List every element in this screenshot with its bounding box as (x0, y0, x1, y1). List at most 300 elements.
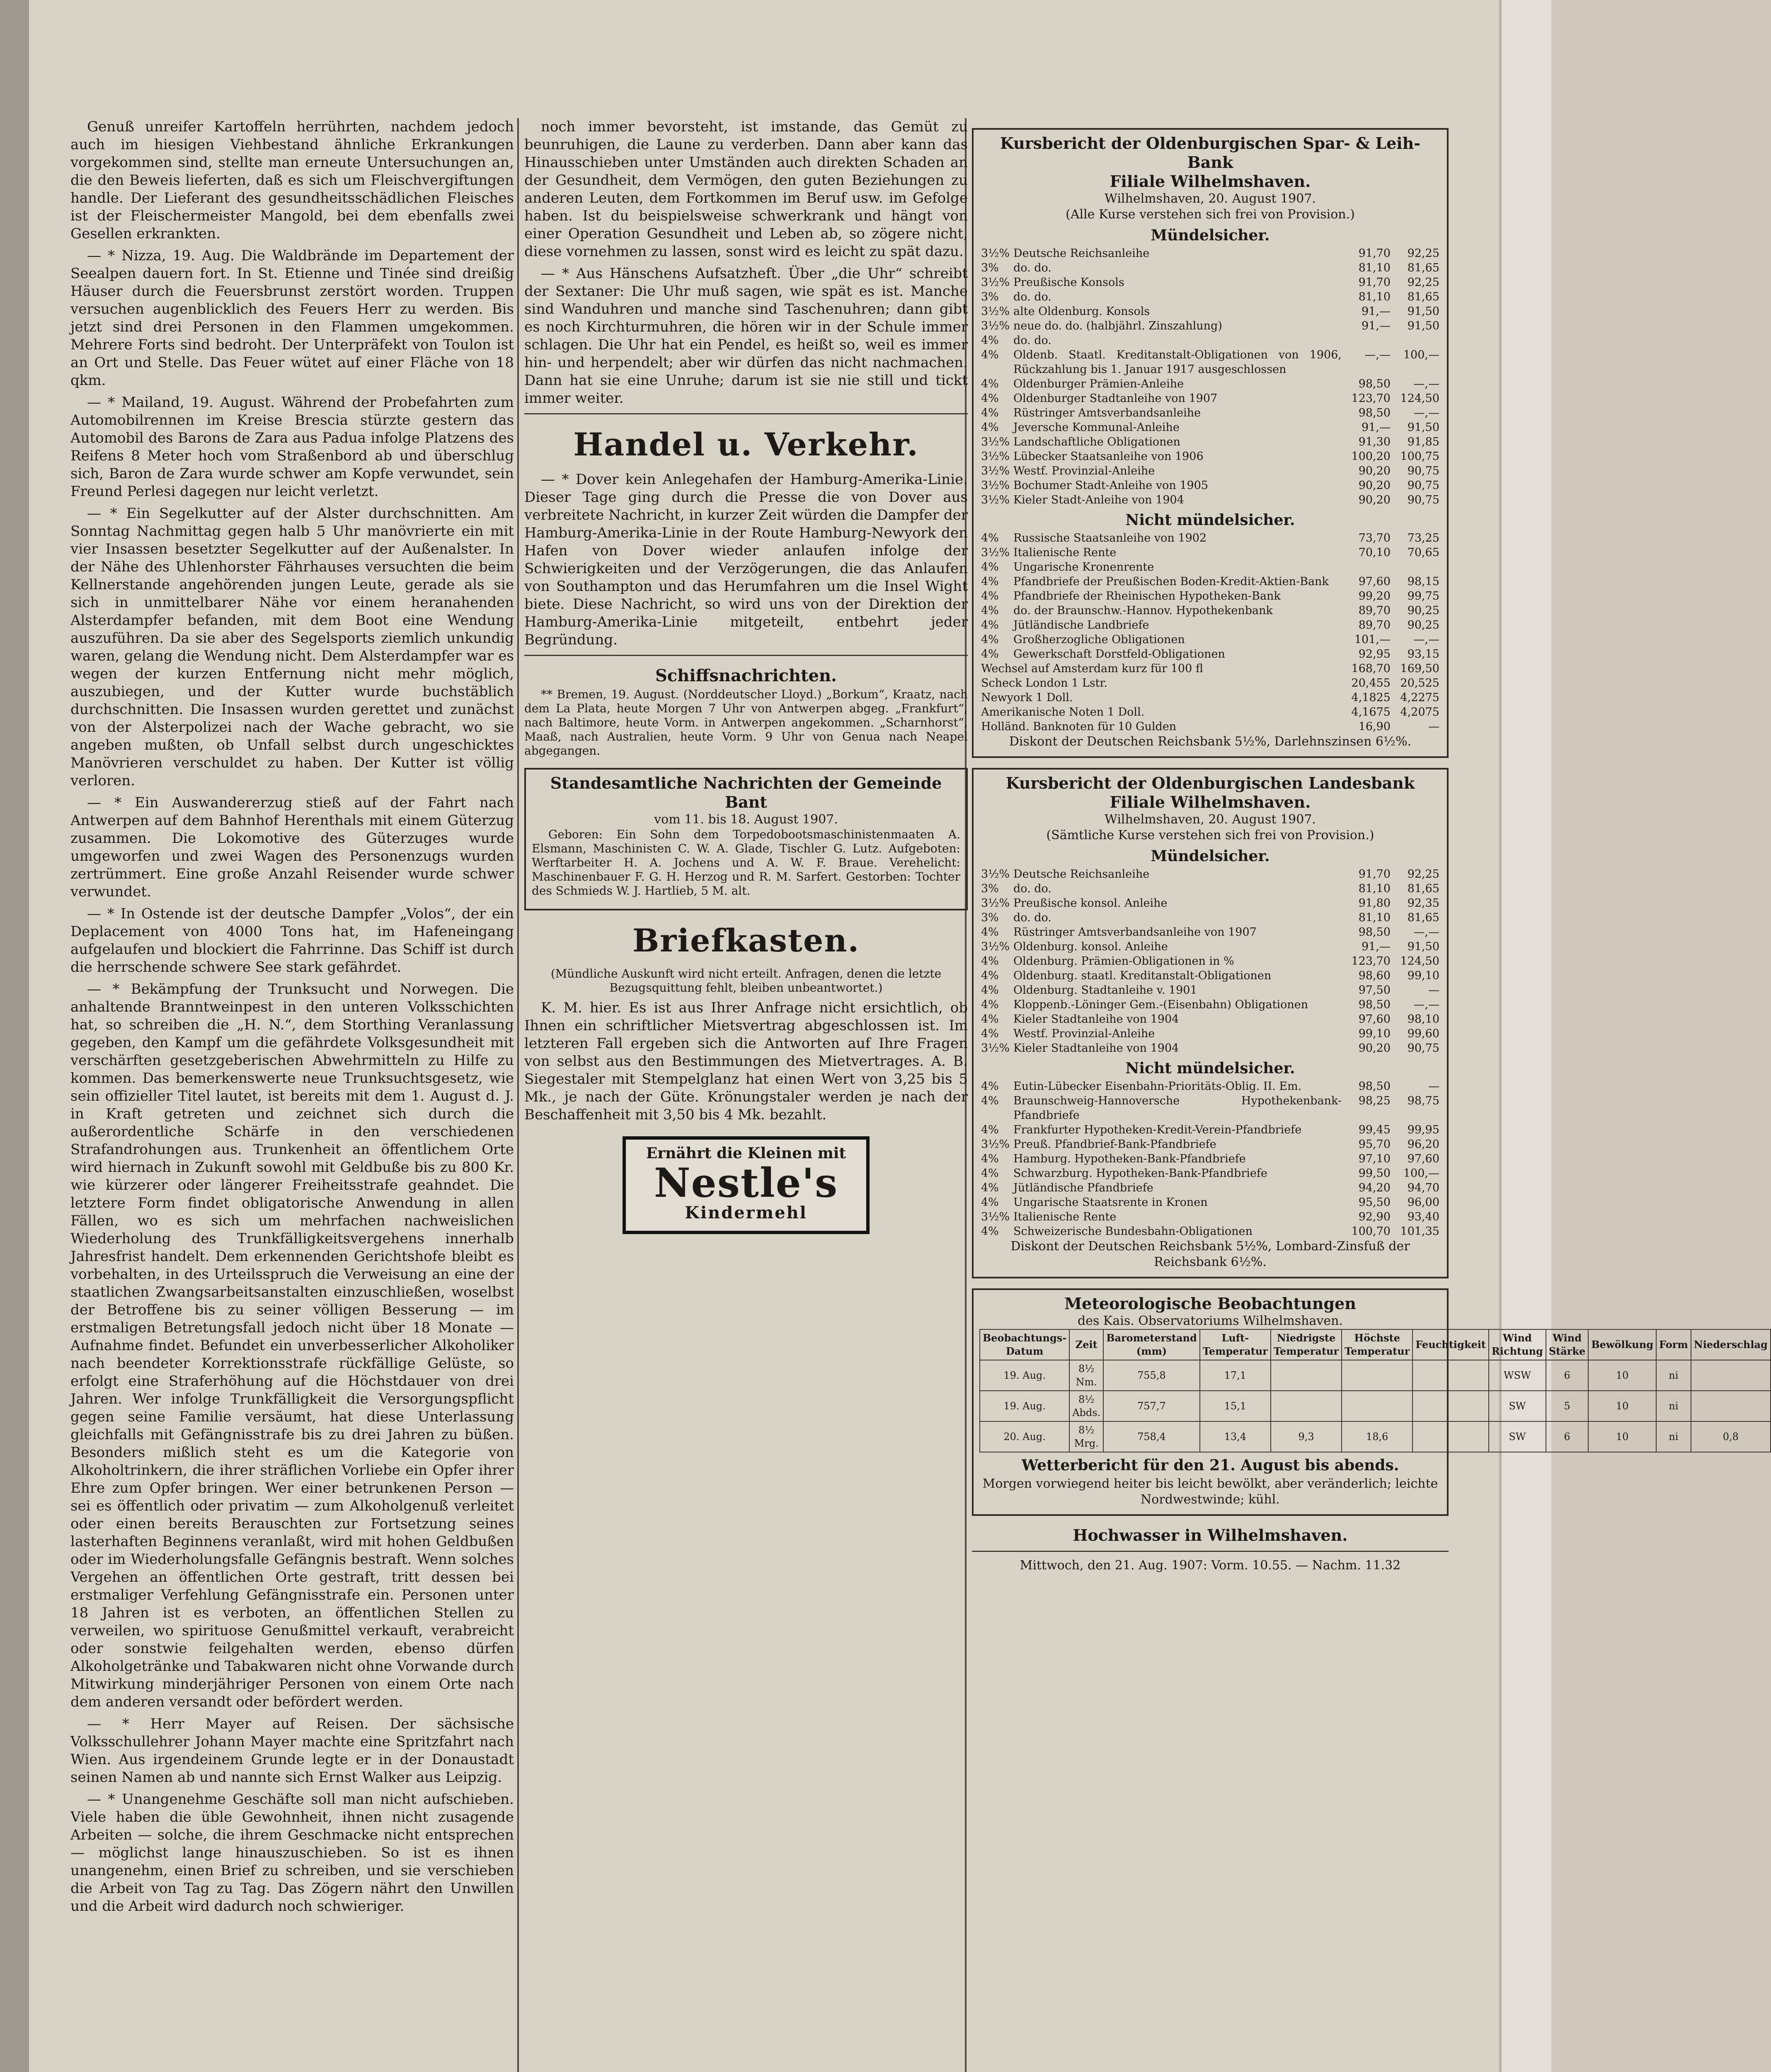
weather-cell: 6 (1546, 1360, 1589, 1391)
rate-row (979, 560, 1441, 574)
rate-verkauf: 99,60 (1407, 1027, 1439, 1040)
rate-verkauf: 101,35 (1400, 1225, 1439, 1238)
fx-ankauf: 4,1675 (1351, 706, 1391, 719)
registry-dates: vom 11. bis 18. August 1907. (654, 812, 838, 827)
rate-ankauf: 94,20 (1358, 1181, 1391, 1194)
column-1 (70, 118, 514, 2072)
rate-verkauf: 90,25 (1407, 619, 1439, 632)
rate-ankauf: 91,— (1362, 320, 1391, 332)
rate-ankauf: 81,10 (1358, 290, 1391, 303)
rate-percent: 4% (981, 561, 999, 574)
article-paragraph: — * Bekämpfung der Trunksucht und Norwegen. Die anhaltende Branntweinpest in den unteren Volksschichten hat, so schreiben die „H. N.“, dem Storthing Veranlassung gegeben, den Kampf um die gefährdete Volksgesundheit mit verschärften gesetzgeberischen Abwehrmitteln zu Hilfe zu kommen. Das bemerkenswerte neue Trunksuchtsgesetz, wie sein offizieller Titel lautet, ist bereits mit dem 1. August d. J. in Kraft getreten und zeichnet sich durch die außerordentliche Schärfe in den verschiedenen Strafandrohungen aus. Trunkenheit an öffentlichem Orte wird hiernach in Zukunft sowohl mit Geldbuße bis zu 800 Kr. wie kürzerer oder längerer Freiheitsstrafe geahndet. Die letztere Form findet obligatorische Anwendung in allen Fällen, wo es sich um mehrfachen nachweislichen Wiederholung des Trunkfälligkeitsvergehens innerhalb Jahresfrist handelt. Dem erkennenden Gerichtshofe bleibt es vorbehalten, in des Urteilsspruch die Verweisung an eine der staatlichen Zwangsarbeitsanstalten einzuschließen, woselbst der Betroffene bis zu seiner völligen Besserung — im erstmaligen Betretungsfall jedoch nicht über 18 Monate — Aufnahme findet. Befundet ein unverbesserlicher Alkoholiker nach beendeter Korrektionsstrafe rückfällige Gelüste, so erfolgt eine Straferhöhung auf die Höchstdauer von drei Jahren. Wer infolge Trunkfälligkeit die Versorgungspflicht gegen seine Familie versäumt, hat diese Unterlassung gleichfalls mit Gefängnisstrafe bis zu drei Jahren zu büßen. Besonders mißlich steht es um die Kategorie von Alkoholtrinkern, die ihrer sträflichen Vorliebe ein Opfer ihrer Ehre zum Opfer bringen. Wer einer betrunkenen Person — sei es öffentlich oder privatim — zum Alkoholgenuß verleitet oder einen bereits Berauschten zur Fortsetzung seines lasterhaften Beginnens veranlaßt, wird mit hohen Geldbußen oder im Wiederholungsfalle Gefängnis bestraft. Wenn solches Vergehen an öffentlichen Orte gestraft, tritt dessen bei erstmaliger Verfehlung Gefängnisstrafe ein. Personen unter 18 Jahren ist es verboten, an öffentlichen Stellen zu verweilen, wo spirituose Genußmittel verkauft, verabreicht oder sonstwie feilgehalten werden, ebenso dürfen Alkoholgetränke und Tabakwaren nicht ohne Vorwande durch Mitwirkung minderjähriger Personen von einem Orte nach dem anderen versandt oder befördert werden. (70, 981, 514, 1710)
ad-tagline: Ernährt die Kleinen mit (646, 1145, 846, 1162)
rate-name: Pfandbriefe der Rheinischen Hypotheken-Bank (1013, 590, 1281, 603)
kursbericht-note: (Sämtliche Kurse verstehen sich frei von Provision.) (1046, 828, 1374, 842)
rate-ankauf: 100,70 (1351, 1225, 1391, 1238)
rate-name: neue do. do. (halbjährl. Zinszahlung) (1013, 320, 1222, 332)
rate-name: Preußische konsol. Anleihe (1013, 897, 1168, 910)
rate-ankauf: 98,60 (1358, 969, 1391, 982)
rate-percent: 4% (981, 969, 999, 982)
rate-name: Großherzogliche Obligationen (1013, 633, 1185, 646)
rate-name: Landschaftliche Obligationen (1013, 436, 1180, 448)
group-heading: Mündelsicher. (1151, 847, 1270, 865)
rate-name: Kieler Stadtanleihe von 1904 (1013, 1042, 1179, 1055)
rate-ankauf: 123,70 (1351, 392, 1391, 405)
rate-name: Frankfurter Hypotheken-Kredit-Verein-Pfandbriefe (1013, 1123, 1302, 1136)
rate-name: Schwarzburg. Hypotheken-Bank-Pfandbriefe (1013, 1167, 1267, 1180)
rate-row (979, 391, 1441, 406)
rate-row (979, 493, 1441, 507)
fx-name: Wechsel auf Amsterdam kurz für 100 fl (981, 662, 1203, 675)
fx-ankauf: 20,455 (1351, 677, 1391, 690)
rate-percent: 4% (981, 575, 999, 588)
forecast-title: Wetterbericht für den 21. August bis abends. (1021, 1457, 1399, 1474)
fx-row (979, 661, 1441, 676)
weather-cell: ni (1656, 1421, 1691, 1452)
ships-text: ** Bremen, 19. August. (Norddeutscher Lloyd.) „Borkum“, Kraatz, nach dem La Plata, heute Morgen 7 Uhr von Antwerpen abgeg. „Frankfurt“, nach Baltimore, heute Vorm. in Antwerpen angekommen. „Scharnhorst“, Maaß, nach Australien, heute Vorm. 9 Uhr von Genua nach Neapel abgegangen. (524, 687, 968, 758)
rate-row (979, 1224, 1441, 1239)
rate-name: Italienische Rente (1013, 546, 1117, 559)
rate-percent: 3½% (981, 1210, 1010, 1223)
rate-ankauf: 81,10 (1358, 911, 1391, 924)
rate-verkauf: 81,65 (1407, 261, 1439, 274)
rate-row (979, 246, 1441, 261)
rate-name: Jeversche Kommunal-Anleihe (1013, 421, 1180, 434)
rate-row (979, 275, 1441, 290)
rate-percent: 3½% (981, 494, 1010, 506)
fx-verkauf: 4,2075 (1400, 706, 1439, 719)
rate-row (979, 867, 1441, 881)
rate-name: Russische Staatsanleihe von 1902 (1013, 532, 1207, 545)
weather-cell: 5 (1546, 1391, 1589, 1421)
weather-header-cell: Niedrigste Temperatur (1271, 1329, 1342, 1360)
weather-cell: 8½ Abds. (1069, 1391, 1103, 1421)
rate-ankauf: 101,— (1354, 633, 1391, 646)
article-paragraph: — * Nizza, 19. Aug. Die Waldbrände im Departement der Seealpen dauern fort. In St. Etienne und Tinée sind dreißig Häuser durch die Feuersbrunst zerstört worden. Truppen versuchen augenblicklich des Feuers Herr zu werden. Bis jetzt sind drei Personen in den Flammen umgekommen. Mehrere Forts sind bedroht. Der Unterpräfekt von Toulon ist an Ort und Stelle. Das Feuer wütet auf einer Fläche von 18 qkm. (70, 247, 514, 389)
rate-percent: 4% (981, 590, 999, 603)
rate-percent: 4% (981, 378, 999, 390)
rate-percent: 4% (981, 633, 999, 646)
rate-ankauf: 91,30 (1358, 436, 1391, 448)
column-2 (524, 118, 968, 2072)
rate-name: Jütländische Landbriefe (1013, 619, 1149, 632)
rate-verkauf: 124,50 (1400, 955, 1439, 968)
rate-row (979, 531, 1441, 545)
rates-table (979, 1079, 1441, 1239)
weather-cell (1271, 1391, 1342, 1421)
rate-row (979, 896, 1441, 910)
fx-name: Scheck London 1 Lstr. (981, 677, 1108, 690)
rate-percent: 4% (981, 619, 999, 632)
section-rule (524, 413, 968, 414)
rate-name: Preuß. Pfandbrief-Bank-Pfandbriefe (1013, 1138, 1216, 1151)
rate-verkauf: 90,25 (1407, 604, 1439, 617)
rate-percent: 3½% (981, 546, 1010, 559)
rate-name: Gewerkschaft Dorstfeld-Obligationen (1013, 648, 1225, 661)
rate-row (979, 603, 1441, 618)
rate-name: Westf. Provinzial-Anleihe (1013, 465, 1155, 477)
rate-ankauf: 97,60 (1358, 1013, 1391, 1026)
weather-cell: 20. Aug. (980, 1421, 1069, 1452)
rate-name: Kloppenb.-Löninger Gem.-(Eisenbahn) Obligationen (1013, 998, 1308, 1011)
rate-row (979, 925, 1441, 939)
rate-percent: 3½% (981, 868, 1010, 881)
weather-cell: 10 (1588, 1391, 1656, 1421)
rate-verkauf: 100,— (1403, 349, 1439, 361)
kursbericht-title: Kursbericht der Oldenburgischen Landesbank (1005, 774, 1415, 792)
rate-ankauf: 95,70 (1358, 1138, 1391, 1151)
rate-verkauf: 124,50 (1400, 392, 1439, 405)
rate-verkauf: 92,25 (1407, 247, 1439, 260)
rate-ankauf: 91,— (1362, 940, 1391, 953)
rate-percent: 3½% (981, 320, 1010, 332)
rate-ankauf: 81,10 (1358, 261, 1391, 274)
rate-verkauf: 91,50 (1407, 305, 1439, 318)
rate-ankauf: 92,90 (1358, 1210, 1391, 1223)
rate-percent: 4% (981, 998, 999, 1011)
weather-cell: 19. Aug. (980, 1391, 1069, 1421)
rate-percent: 3½% (981, 897, 1010, 910)
rate-name: Hamburg. Hypotheken-Bank-Pfandbriefe (1013, 1152, 1246, 1165)
nestle-advertisement (623, 1136, 870, 1234)
rate-row (979, 406, 1441, 420)
section-heading-trade: Handel u. Verkehr. (573, 426, 919, 463)
rate-row (979, 881, 1441, 896)
rate-percent: 3½% (981, 1138, 1010, 1151)
rate-ankauf: 99,45 (1358, 1123, 1391, 1136)
rate-ankauf: 98,50 (1358, 378, 1391, 390)
rate-name: Bochumer Stadt-Anleihe von 1905 (1013, 479, 1209, 492)
rate-row (979, 954, 1441, 968)
rate-name: Oldenburger Stadtanleihe von 1907 (1013, 392, 1218, 405)
rate-ankauf: 89,70 (1358, 619, 1391, 632)
fx-verkauf: — (1428, 720, 1439, 733)
rate-name: do. do. (1013, 334, 1051, 347)
article-paragraph: — * Mailand, 19. August. Während der Probefahrten zum Automobilrennen im Kreise Brescia stürzte gestern das Automobil des Barons de Zara aus Padua infolge Platzens des Reifens 8 Meter hoch vom Straßenbord ab und überschlug sich, Baron de Zara wurde schwer am Kopfe verwundet, sein Freund Perlesi dagegen nur leicht verletzt. (70, 394, 514, 500)
rate-verkauf: 98,10 (1407, 1013, 1439, 1026)
rate-verkauf: 81,65 (1407, 290, 1439, 303)
rate-row (979, 574, 1441, 589)
weather-table (979, 1329, 1771, 1452)
rate-ankauf: 98,50 (1358, 1080, 1391, 1093)
rate-percent: 4% (981, 1094, 999, 1107)
rate-row (979, 319, 1441, 333)
group-heading: Nicht mündelsicher. (1125, 1060, 1295, 1077)
fx-row (979, 705, 1441, 719)
rate-percent: 4% (981, 421, 999, 434)
rate-verkauf: —,— (1413, 378, 1439, 390)
rate-row (979, 348, 1441, 377)
rate-row (979, 968, 1441, 983)
rate-verkauf: 91,85 (1407, 436, 1439, 448)
rates-table (979, 246, 1441, 507)
rate-ankauf: 92,95 (1358, 648, 1391, 661)
rate-row (979, 632, 1441, 647)
rate-verkauf: 93,40 (1407, 1210, 1439, 1223)
rate-percent: 4% (981, 1152, 999, 1165)
rate-name: Ungarische Kronenrente (1013, 561, 1154, 574)
kursbericht-landesbank (972, 768, 1449, 1278)
rate-row (979, 290, 1441, 304)
rate-name: Lübecker Staatsanleihe von 1906 (1013, 450, 1204, 463)
weather-cell (1412, 1391, 1489, 1421)
weather-subtitle: des Kais. Observatoriums Wilhelmshaven. (1078, 1314, 1343, 1328)
rate-percent: 3½% (981, 940, 1010, 953)
registry-box (524, 768, 968, 910)
rate-verkauf: 96,00 (1407, 1196, 1439, 1209)
rate-row (979, 478, 1441, 493)
weather-cell: 18,6 (1342, 1421, 1412, 1452)
rate-ankauf: 91,70 (1358, 247, 1391, 260)
rate-row (979, 997, 1441, 1012)
weather-cell: 10 (1588, 1360, 1656, 1391)
rate-row (979, 1079, 1441, 1094)
rate-percent: 4% (981, 349, 999, 361)
weather-cell (1691, 1391, 1771, 1421)
rate-name: Oldenburg. staatl. Kreditanstalt-Obligationen (1013, 969, 1272, 982)
rate-verkauf: 94,70 (1407, 1181, 1439, 1194)
rate-ankauf: 99,20 (1358, 590, 1391, 603)
rate-verkauf: 90,75 (1407, 1042, 1439, 1055)
rate-name: Oldenburg. Stadtanleihe v. 1901 (1013, 984, 1197, 997)
article-paragraph: Genuß unreifer Kartoffeln herrührten, nachdem jedoch auch im hiesigen Viehbestand ähnliche Erkrankungen vorgekommen sind, stellte man erneute Untersuchungen an, die den Beweis lieferten, daß es sich um Fleischvergiftungen handle. Der Lieferant des gesundheitsschädlichen Fleisches ist der Fleischermeister Mangold, bei dem ebenfalls zwei Gesellen erkrankten. (70, 119, 514, 242)
rate-percent: 3½% (981, 479, 1010, 492)
rate-ankauf: 97,60 (1358, 575, 1391, 588)
weather-cell: SW (1489, 1421, 1546, 1452)
rate-verkauf: 70,65 (1407, 546, 1439, 559)
registry-title: Standesamtliche Nachrichten der Gemeinde Bant (550, 774, 942, 811)
kursbericht-title: Kursbericht der Oldenburgischen Spar- & Leih-Bank (1000, 134, 1421, 172)
rate-ankauf: 91,80 (1358, 897, 1391, 910)
weather-cell (1691, 1360, 1771, 1391)
rate-verkauf: 90,75 (1407, 479, 1439, 492)
weather-cell: WSW (1489, 1360, 1546, 1391)
rate-row (979, 1152, 1441, 1166)
weather-header-cell: Niederschlag (1691, 1329, 1771, 1360)
weather-row (980, 1360, 1771, 1391)
rate-ankauf: 98,50 (1358, 407, 1391, 419)
rate-verkauf: 99,10 (1407, 969, 1439, 982)
rate-percent: 3% (981, 882, 999, 895)
weather-header-cell: Bewölkung (1588, 1329, 1656, 1360)
weather-cell (1412, 1360, 1489, 1391)
column-divider (517, 118, 519, 2072)
rate-percent: 4% (981, 926, 999, 939)
rate-percent: 3½% (981, 436, 1010, 448)
rate-percent: 3% (981, 290, 999, 303)
rate-row (979, 333, 1441, 348)
rate-row (979, 1195, 1441, 1210)
weather-cell: 8½ Nm. (1069, 1360, 1103, 1391)
rate-name: do. do. (1013, 911, 1051, 924)
rate-verkauf (1392, 333, 1441, 348)
rate-percent: 4% (981, 955, 999, 968)
weather-cell: 15,1 (1200, 1391, 1271, 1421)
weather-row (980, 1391, 1771, 1421)
rate-ankauf: 81,10 (1358, 882, 1391, 895)
rate-verkauf: 90,75 (1407, 465, 1439, 477)
weather-cell: 755,8 (1103, 1360, 1200, 1391)
rate-verkauf: 81,65 (1407, 911, 1439, 924)
article-paragraph: — * Aus Hänschens Aufsatzheft. Über „die Uhr“ schreibt der Sextaner: Die Uhr muß sagen, wie spät es ist. Manche sind Wanduhren und manche sind Taschenuhren; dann gibt es noch Kirchturmuhren, die hören wir in der Schule immer schlagen. Die Uhr hat ein Pendel, es heißt so, weil es immer hin- und herpendelt; aber wir dürfen das nicht nachmachen. Dann hat sie eine Unruhe; darum ist sie nie still und tickt immer weiter. (524, 265, 968, 407)
rate-name: Deutsche Reichsanleihe (1013, 868, 1150, 881)
rate-ankauf: 70,10 (1358, 546, 1391, 559)
fx-row (979, 690, 1441, 705)
rate-name: Oldenb. Staatl. Kreditanstalt-Obligationen von 1906, Rückzahlung bis 1. Januar 1917 ausgeschlossen (1013, 349, 1342, 376)
fx-ankauf: 16,90 (1358, 720, 1391, 733)
rate-verkauf: 92,25 (1407, 868, 1439, 881)
weather-cell: 0,8 (1691, 1421, 1771, 1452)
binding-edge (0, 0, 29, 2072)
rate-verkauf: —,— (1413, 998, 1439, 1011)
rate-ankauf: 100,20 (1351, 450, 1391, 463)
section-rule (524, 655, 968, 656)
rate-verkauf: 91,50 (1407, 421, 1439, 434)
rate-verkauf: 92,25 (1407, 276, 1439, 289)
weather-cell: 17,1 (1200, 1360, 1271, 1391)
registry-text: Geboren: Ein Sohn dem Torpedobootsmaschinistenmaaten A. Elsmann, Maschinisten C. W. A. Glade, Tischler G. Lutz. Aufgeboten: Werftarbeiter H. A. Jochens und A. W. F. Braue. Verehelicht: Maschinenbauer F. G. H. Herzog und R. M. Sarfert. Gestorben: Tochter des Schmieds W. J. Hartlieb, 5 M. alt. (532, 828, 960, 898)
weather-header-row (980, 1329, 1771, 1360)
rate-row (979, 464, 1441, 478)
rate-row (979, 1041, 1441, 1055)
rate-ankauf: 98,25 (1358, 1094, 1391, 1107)
rate-name: alte Oldenburg. Konsols (1013, 305, 1150, 318)
rate-row (979, 420, 1441, 435)
rate-verkauf: 98,75 (1407, 1094, 1439, 1107)
weather-cell: 757,7 (1103, 1391, 1200, 1421)
kursbericht-date: Wilhelmshaven, 20. August 1907. (1105, 191, 1316, 206)
article-paragraph: — * Herr Mayer auf Reisen. Der sächsische Volksschullehrer Johann Mayer machte eine Spritzfahrt nach Wien. Aus irgendeinem Grunde legte er in der Donaustadt seinen Namen ab und nannte sich Ernst Walker aus Leipzig. (70, 1716, 514, 1786)
kursbericht-sparbank (972, 128, 1449, 758)
weather-header-cell: Form (1656, 1329, 1691, 1360)
rate-name: do. do. (1013, 882, 1051, 895)
rate-percent: 4% (981, 1181, 999, 1194)
fx-row (979, 676, 1441, 690)
rate-percent: 4% (981, 1080, 999, 1093)
letters-note: (Mündliche Auskunft wird nicht erteilt. Anfragen, denen die letzte Bezugsquittung fehlt, bleiben unbeantwortet.) (550, 967, 942, 995)
rate-ankauf: 90,20 (1358, 465, 1391, 477)
rate-percent: 4% (981, 1196, 999, 1209)
rate-name: Jütländische Pfandbriefe (1013, 1181, 1153, 1194)
weather-header-cell: Barometerstand (mm) (1103, 1329, 1200, 1360)
rate-percent: 4% (981, 1013, 999, 1026)
rate-percent: 4% (981, 648, 999, 661)
rate-verkauf: 100,— (1403, 1167, 1439, 1180)
rate-name: do. do. (1013, 290, 1051, 303)
article-paragraph: — * Ein Auswandererzug stieß auf der Fahrt nach Antwerpen auf dem Bahnhof Herenthals mit einem Güterzug zusammen. Die Lokomotive des Güterzuges wurde umgeworfen und zwei Wagen des Personenzugs wurden zertrümmert. Eine große Anzahl Reisender wurde schwer verwundet. (70, 794, 514, 900)
rate-ankauf: 91,70 (1358, 276, 1391, 289)
weather-header-cell: Höchste Temperatur (1342, 1329, 1412, 1360)
rate-percent: 4% (981, 407, 999, 419)
rate-percent: 3½% (981, 276, 1010, 289)
rate-verkauf: — (1428, 984, 1439, 997)
tide-title: Hochwasser in Wilhelmshaven. (1073, 1526, 1348, 1544)
rate-verkauf: 97,60 (1407, 1152, 1439, 1165)
fx-verkauf: 169,50 (1400, 662, 1439, 675)
tide-text: Mittwoch, den 21. Aug. 1907: Vorm. 10.55. — Nachm. 11.32 (1020, 1558, 1401, 1573)
rate-name: do. der Braunschw.-Hannov. Hypothekenbank (1013, 604, 1273, 617)
rate-name: Schweizerische Bundesbahn-Obligationen (1013, 1225, 1253, 1238)
rate-ankauf: 99,50 (1358, 1167, 1391, 1180)
weather-header-cell: Beobachtungs- Datum (980, 1329, 1069, 1360)
weather-header-cell: Wind Stärke (1546, 1329, 1589, 1360)
rate-verkauf: 92,35 (1407, 897, 1439, 910)
rate-verkauf: 73,25 (1407, 532, 1439, 545)
letters-text: K. M. hier. Es ist aus Ihrer Anfrage nicht ersichtlich, ob Ihnen ein schriftlicher Mietsvertrag abgeschlossen ist. Im letzteren Fall ergeben sich die Antworten auf Ihre Fragen von selbst aus den Bestimmungen des Mietvertrages. A. B. Siegestaler mit Stempelglanz hat einen Wert von 3,25 bis 5 Mk., je nach der Güte. Krönungstaler werden je nach der Beschaffenheit mit 3,50 bis 4 Mk. bezahlt. (524, 1000, 968, 1123)
rate-percent: 3½% (981, 450, 1010, 463)
section-heading-letters: Briefkasten. (632, 922, 860, 959)
rate-percent: 4% (981, 1027, 999, 1040)
rate-ankauf: 90,20 (1358, 1042, 1391, 1055)
rate-ankauf: 98,50 (1358, 998, 1391, 1011)
weather-header-cell: Zeit (1069, 1329, 1103, 1360)
rate-ankauf: 123,70 (1351, 955, 1391, 968)
rate-percent: 4% (981, 532, 999, 545)
article-paragraph: — * Dover kein Anlegehafen der Hamburg-Amerika-Linie. Dieser Tage ging durch die Presse die von Dover aus verbreitete Nachricht, in kurzer Zeit würden die Dampfer der Hamburg-Amerika-Linie in der Route Hamburg-Newyork den Hafen von Dover wieder anlaufen infolge der Schwierigkeiten und der Verzögerungen, die das Anlaufen von Southampton und das Herumfahren um die Insel Wight biete. Diese Nachricht, so wird uns von der Direktion der Hamburg-Amerika-Linie mitgeteilt, entbehrt jeder Begründung. (524, 471, 968, 648)
column-3 (972, 118, 1768, 2072)
fx-ankauf: 4,1825 (1351, 691, 1391, 704)
rate-name: Braunschweig-Hannoversche Hypothekenbank-Pfandbriefe (1013, 1094, 1342, 1122)
rate-percent: 4% (981, 1123, 999, 1136)
rate-percent: 4% (981, 334, 999, 347)
discount-note: Diskont der Deutschen Reichsbank 5½%, Darlehnszinsen 6½%. (1009, 734, 1412, 749)
rate-verkauf: 93,15 (1407, 648, 1439, 661)
forecast-text: Morgen vorwiegend heiter bis leicht bewölkt, aber veränderlich; leichte Nordwestwinde; kühl. (982, 1477, 1438, 1507)
weather-title: Meteorologische Beobachtungen (1064, 1294, 1356, 1313)
rate-ankauf: 97,50 (1358, 984, 1391, 997)
ad-brand: Nestle's (654, 1159, 838, 1206)
rate-verkauf: —,— (1413, 407, 1439, 419)
ad-product: Kindermehl (685, 1203, 807, 1222)
rate-verkauf: 91,50 (1407, 320, 1439, 332)
weather-row (980, 1421, 1771, 1452)
rate-percent: 3½% (981, 465, 1010, 477)
group-heading: Mündelsicher. (1151, 227, 1270, 244)
rate-ankauf: 73,70 (1358, 532, 1391, 545)
rate-row (979, 618, 1441, 632)
weather-cell (1412, 1421, 1489, 1452)
rate-name: Kieler Stadt-Anleihe von 1904 (1013, 494, 1184, 506)
weather-cell: 9,3 (1271, 1421, 1342, 1452)
rate-row (979, 910, 1441, 925)
rate-ankauf: 95,50 (1358, 1196, 1391, 1209)
rate-percent: 4% (981, 984, 999, 997)
rate-percent: 4% (981, 604, 999, 617)
rate-ankauf (1343, 560, 1392, 574)
rate-row (979, 1137, 1441, 1152)
kursbericht-subtitle: Filiale Wilhelmshaven. (1110, 793, 1311, 811)
rate-percent: 3½% (981, 305, 1010, 318)
weather-box (972, 1288, 1768, 1516)
weather-cell: 13,4 (1200, 1421, 1271, 1452)
rate-percent: 4% (981, 392, 999, 405)
rate-row (979, 435, 1441, 449)
discount-note: Diskont der Deutschen Reichsbank 5½%, Lombard-Zinsfuß der Reichsbank 6½%. (1010, 1239, 1410, 1269)
rate-row (979, 261, 1441, 275)
rate-ankauf: 91,— (1362, 305, 1391, 318)
rate-row (979, 1166, 1441, 1181)
rate-name: Rüstringer Amtsverbandsanleihe (1013, 407, 1201, 419)
rate-row (979, 983, 1441, 997)
kursbericht-note: (Alle Kurse verstehen sich frei von Provision.) (1066, 207, 1355, 222)
rate-percent: 4% (981, 1167, 999, 1180)
article-paragraph: noch immer bevorsteht, ist imstande, das Gemüt zu beunruhigen, die Laune zu verderben. Dann aber kann das Hinausschieben unter Umständen auch direkten Schaden an der Gesundheit, dem Vermögen, den guten Beziehungen zu anderen Leuten, dem Fortkommen im Beruf usw. im Gefolge haben. Ist du beispielsweise schwerkrank und hängt von einer Operation Gesundheit und Leben ab, so zögere nicht, diese vornehmen zu lassen, sonst wird es leicht zu spät dazu. (524, 119, 968, 260)
rate-ankauf: 89,70 (1358, 604, 1391, 617)
rate-name: Pfandbriefe der Preußischen Boden-Kredit-Aktien-Bank (1013, 575, 1329, 588)
fx-ankauf: 168,70 (1351, 662, 1391, 675)
rate-name: Italienische Rente (1013, 1210, 1117, 1223)
group-heading: Nicht mündelsicher. (1125, 511, 1295, 529)
